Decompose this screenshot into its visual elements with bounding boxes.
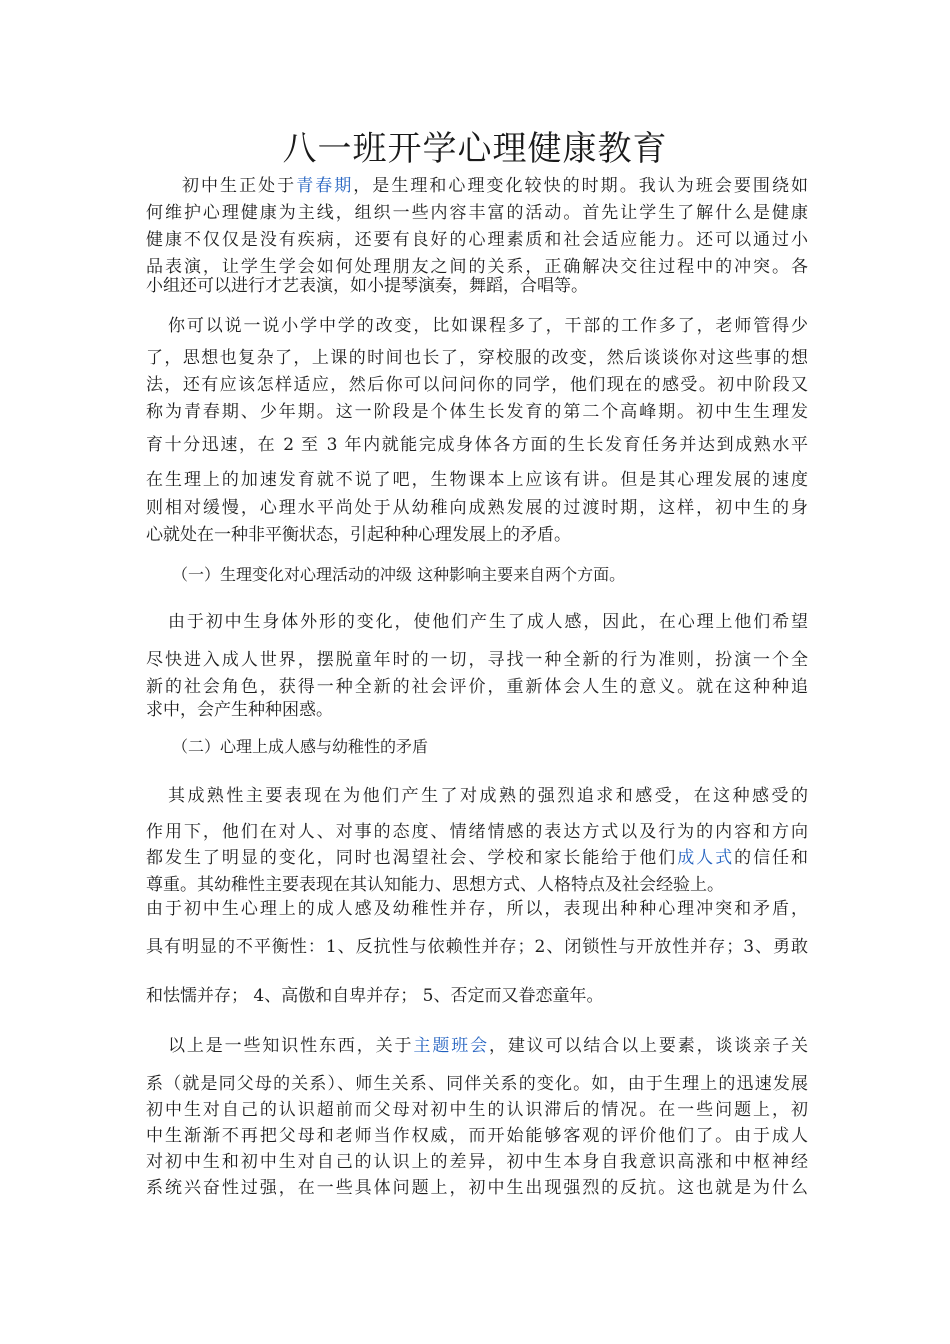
paragraph-4-line-7: 和怯懦并存； 4、高傲和自卑并存； 5、否定而又眷恋童年。 — [146, 986, 604, 1006]
paragraph-1-line-5: 小组还可以进行才艺表演，如小提琴演奏，舞蹈，合唱等。 — [146, 276, 588, 296]
paragraph-5-line-4: 中生渐渐不再把父母和老师当作权威，而开始能够客观的评价他们了。由于成人 — [146, 1126, 808, 1146]
paragraph-3-line-3: 新的社会角色，获得一种全新的社会评价，重新体会人生的意义。就在这种种追 — [146, 677, 808, 697]
paragraph-4-line-4: 尊重。其幼稚性主要表现在其认知能力、思想方式、人格特点及社会经验上。 — [146, 875, 724, 895]
paragraph-3-line-1: 由于初中生身体外形的变化，使他们产生了成人感，因此，在心理上他们希望 — [168, 612, 808, 632]
paragraph-4-line-5: 由于初中生心理上的成人感及幼稚性并存，所以，表现出种种心理冲突和矛盾， — [146, 899, 808, 919]
text-span: 初中生正处于 — [182, 176, 297, 196]
document-title: 八一班开学心理健康教育 — [282, 129, 668, 169]
paragraph-5-line-1 — [168, 1034, 808, 1058]
paragraph-1-line-2: 何维护心理健康为主线，组织一些内容丰富的活动。首先让学生了解什么是健康 — [146, 203, 808, 223]
paragraph-3-line-4: 求中，会产生种种困惑。 — [146, 700, 333, 720]
paragraph-2-line-5: 育十分迅速，在 2 至 3 年内就能完成身体各方面的生长发育任务并达到成熟水平 — [146, 435, 808, 455]
paragraph-5-line-2: 系（就是同父母的关系）、师生关系、同伴关系的变化。如，由于生理上的迅速发展 — [146, 1074, 808, 1094]
link-theme-class-meeting[interactable]: 主题班会 — [413, 1036, 489, 1056]
paragraph-5-line-6: 系统兴奋性过强，在一些具体问题上，初中生出现强烈的反抗。这也就是为什么 — [146, 1178, 808, 1198]
paragraph-3-line-2: 尽快进入成人世界，摆脱童年时的一切，寻找一种全新的行为准则，扮演一个全 — [146, 650, 808, 670]
paragraph-2-line-4: 称为青春期、少年期。这一阶段是个体生长发育的第二个高峰期。初中生生理发 — [146, 402, 808, 422]
paragraph-1-line-3: 健康不仅仅是没有疾病，还要有良好的心理素质和社会适应能力。还可以通过小 — [146, 230, 808, 250]
paragraph-4-line-2: 作用下，他们在对人、对事的态度、情绪情感的表达方式以及行为的内容和方向 — [146, 822, 808, 842]
text-span: 的信任和 — [734, 848, 808, 868]
paragraph-2-line-2: 了，思想也复杂了，上课的时间也长了，穿校服的改变，然后谈谈你对这些事的想 — [146, 348, 808, 368]
paragraph-4-line-6: 具有明显的不平衡性：1、反抗性与依赖性并存；2、闭锁性与开放性并存；3、勇敢 — [146, 937, 808, 957]
link-coming-of-age[interactable]: 成人式 — [677, 848, 735, 868]
text-span: 以上是一些知识性东西，关于 — [168, 1036, 414, 1056]
paragraph-2-line-7: 则相对缓慢，心理水平尚处于从幼稚向成熟发展的过渡时期，这样，初中生的身 — [146, 498, 808, 518]
text-span: ，建议可以结合以上要素，谈谈亲子关 — [488, 1036, 808, 1056]
paragraph-4-line-3 — [146, 846, 808, 870]
paragraph-1-line-1 — [182, 174, 808, 198]
paragraph-2-line-3: 法，还有应该怎样适应，然后你可以问问你的同学，他们现在的感受。初中阶段又 — [146, 375, 808, 395]
link-adolescence[interactable]: 青春期 — [296, 176, 354, 196]
text-span: ，是生理和心理变化较快的时期。我认为班会要围绕如 — [353, 176, 808, 196]
paragraph-4-line-1: 其成熟性主要表现在为他们产生了对成熟的强烈追求和感受，在这种感受的 — [168, 786, 808, 806]
paragraph-2-line-8: 心就处在一种非平衡状态，引起种种心理发展上的矛盾。 — [146, 525, 571, 545]
paragraph-5-line-5: 对初中生和初中生对自己的认识上的差异，初中生本身自我意识高涨和中枢神经 — [146, 1152, 808, 1172]
section-heading-2: （二）心理上成人感与幼稚性的矛盾 — [172, 737, 429, 756]
paragraph-5-line-3: 初中生对自己的认识超前而父母对初中生的认识滞后的情况。在一些问题上，初 — [146, 1100, 808, 1120]
text-span: 都发生了明显的变化，同时也渴望社会、学校和家长能给于他们 — [146, 848, 678, 868]
paragraph-2-line-6: 在生理上的加速发育就不说了吧，生物课本上应该有讲。但是其心理发展的速度 — [146, 470, 808, 490]
paragraph-2-line-1: 你可以说一说小学中学的改变，比如课程多了，干部的工作多了，老师管得少 — [168, 316, 808, 336]
paragraph-1-line-4: 品表演，让学生学会如何处理朋友之间的关系，正确解决交往过程中的冲突。各 — [146, 257, 808, 277]
section-heading-1: （一）生理变化对心理活动的冲级 这种影响主要来自两个方面。 — [172, 565, 626, 584]
